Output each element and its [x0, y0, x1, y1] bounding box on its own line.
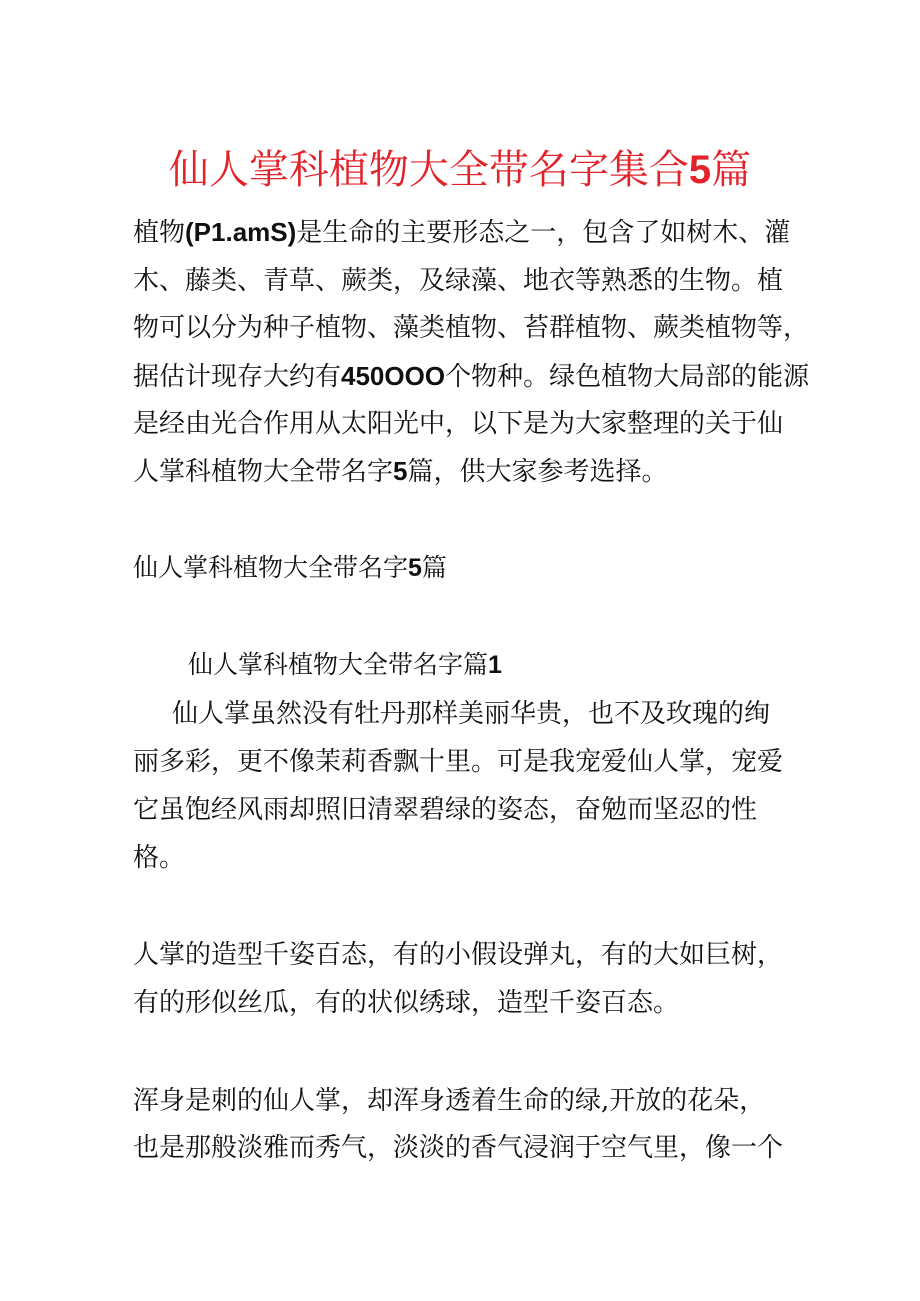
latin-run: 5	[393, 456, 408, 486]
latin-run: 1	[488, 651, 502, 679]
document-title: 仙人掌科植物大全带名字集合5篇	[168, 147, 752, 193]
section-subtitle: 仙人掌科植物大全带名字5篇	[133, 553, 447, 582]
text-line: 它虽饱经风雨却照旧清翠碧绿的姿态，奋勉而坚忍的性	[133, 795, 758, 825]
text-line: 仙人掌虽然没有牡丹那样美丽华贵，也不及玫瑰的绚	[172, 699, 771, 729]
text-line: 木、藤类、青草、蕨类，及绿藻、地衣等熟悉的生物。植	[133, 266, 784, 296]
text-line: 人掌的造型千姿百态，有的小假设弹丸，有的大如巨树，	[133, 940, 784, 970]
latin-run: 450OOO	[341, 361, 446, 391]
text-line: 浑身是刺的仙人掌，却浑身透着生命的绿,开放的花朵，	[133, 1086, 766, 1116]
text-line: 植物(P1.amS)是生命的主要形态之一，包含了如树木、灌	[133, 217, 791, 248]
latin-run: 5	[688, 148, 712, 192]
text-line: 是经由光合作用从太阳光中，以下是为大家整理的关于仙	[133, 409, 784, 439]
section-heading: 仙人掌科植物大全带名字篇1	[188, 650, 502, 679]
text-line: 物可以分为种子植物、藻类植物、苔群植物、蕨类植物等，	[133, 313, 810, 343]
text-line: 有的形似丝瓜，有的状似绣球，造型千姿百态。	[133, 988, 680, 1018]
latin-run: 5	[408, 554, 422, 582]
text-line: 据估计现存大约有450OOO个物种。绿色植物大局部的能源	[133, 361, 810, 392]
text-line: 也是那般淡雅而秀气，淡淡的香气浸润于空气里，像一个	[133, 1133, 784, 1163]
latin-run: (P1.amS)	[185, 217, 297, 247]
text-line: 格。	[133, 843, 186, 873]
text-line: 丽多彩，更不像茉莉香飘十里。可是我宠爱仙人掌，宠爱	[133, 747, 784, 777]
text-line: 人掌科植物大全带名字5篇，供大家参考选择。	[133, 456, 668, 487]
